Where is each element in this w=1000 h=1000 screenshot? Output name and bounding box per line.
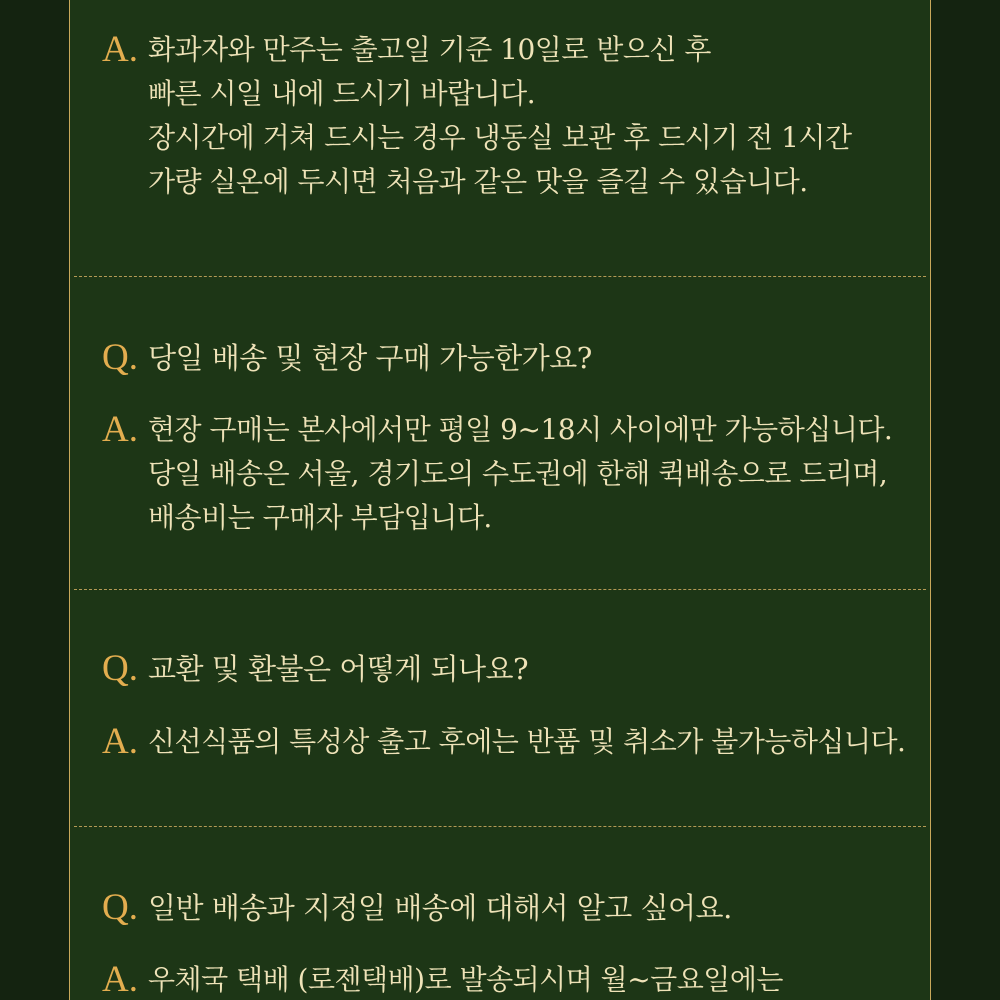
answer-text: [148, 958, 783, 1000]
faq-divider: [74, 276, 926, 277]
answer-text: [148, 408, 892, 540]
question-text: 일반 배송과 지정일 배송에 대해서 알고 싶어요.: [148, 891, 732, 925]
answer-line: 화과자와 만주는 출고일 기준 10일로 받으신 후: [148, 33, 711, 66]
faq-answer-4: [102, 958, 920, 1000]
question-text: 교환 및 환불은 어떻게 되나요?: [148, 652, 529, 686]
question-marker: Q.: [102, 337, 138, 378]
faq-question-4[interactable]: [102, 886, 920, 930]
question-marker: Q.: [102, 648, 138, 689]
answer-marker: A.: [102, 959, 138, 1000]
faq-answer-1: [102, 28, 920, 204]
answer-text: [148, 720, 905, 764]
faq-divider: [74, 589, 926, 590]
faq-answer-3: [102, 720, 920, 764]
answer-line: 우체국 택배 (로젠택배)로 발송되시며 월~금요일에는: [148, 963, 783, 996]
faq-panel: [69, 0, 931, 1000]
faq-question-3[interactable]: [102, 647, 920, 691]
answer-line: 가량 실온에 두시면 처음과 같은 맛을 즐길 수 있습니다.: [148, 165, 808, 198]
answer-marker: A.: [102, 721, 138, 762]
answer-line: 현장 구매는 본사에서만 평일 9~18시 사이에만 가능하십니다.: [148, 413, 893, 446]
answer-marker: A.: [102, 409, 138, 450]
faq-question-2[interactable]: [102, 336, 920, 380]
question-marker: Q.: [102, 887, 138, 928]
answer-line: 신선식품의 특성상 출고 후에는 반품 및 취소가 불가능하십니다.: [148, 725, 906, 758]
question-text: 당일 배송 및 현장 구매 가능한가요?: [148, 341, 592, 375]
faq-answer-2: [102, 408, 920, 540]
answer-text: [148, 28, 852, 204]
answer-line: 당일 배송은 서울, 경기도의 수도권에 한해 퀵배송으로 드리며,: [148, 457, 888, 490]
faq-divider: [74, 826, 926, 827]
answer-line: 빠른 시일 내에 드시기 바랍니다.: [148, 77, 536, 110]
answer-marker: A.: [102, 29, 138, 70]
answer-line: 장시간에 거쳐 드시는 경우 냉동실 보관 후 드시기 전 1시간: [148, 121, 852, 154]
answer-line: 배송비는 구매자 부담입니다.: [148, 501, 492, 534]
